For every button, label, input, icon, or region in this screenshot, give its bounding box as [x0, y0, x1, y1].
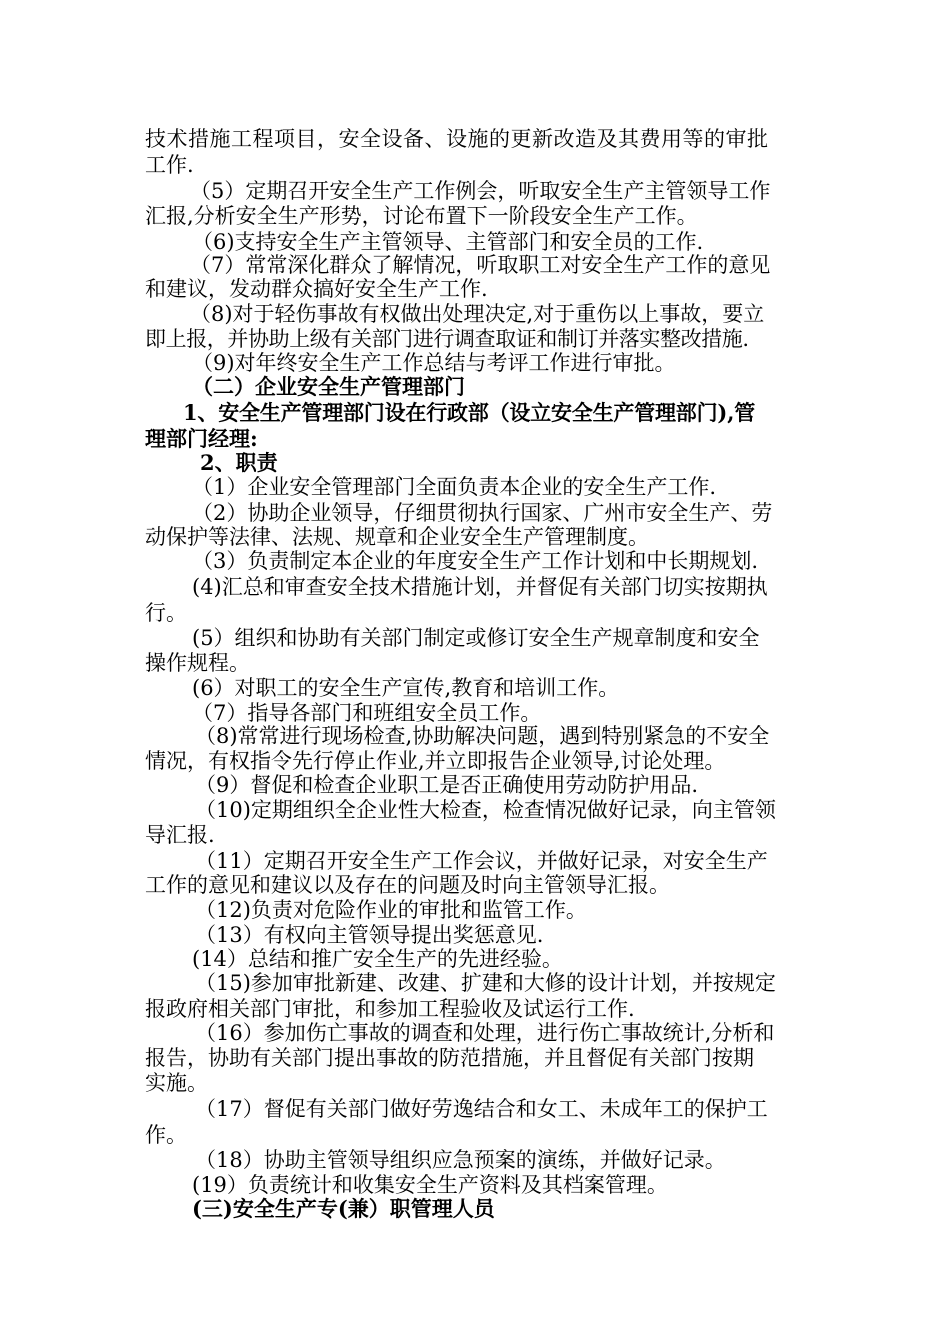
text-line: (14）总结和推广安全生产的先进经验。	[192, 947, 563, 971]
text-line: （3）负责制定本企业的年度安全生产工作计划和中长期规划.	[192, 549, 759, 573]
text-line: （2）协助企业领导，仔细贯彻执行国家、广州市安全生产、劳	[192, 501, 773, 525]
text-line: （12)负责对危险作业的审批和监管工作。	[195, 898, 587, 922]
text-line: (4)汇总和审查安全技术措施计划，并督促有关部门切实按期执	[192, 575, 768, 599]
text-line: （9)对年终安全生产工作总结与考评工作进行审批。	[192, 351, 676, 375]
text-line: 情况，有权指令先行停止作业,并立即报告企业领导,讨论处理。	[145, 749, 726, 773]
text-line: （11）定期召开安全生产工作会议，并做好记录，对安全生产	[195, 849, 768, 873]
text-line: 操作规程。	[145, 651, 250, 675]
text-line: 行。	[145, 601, 187, 625]
text-line: （8)常常进行现场检查,协助解决问题，遇到特别紧急的不安全	[195, 724, 770, 748]
text-line: 工作.	[145, 153, 194, 177]
text-line: 汇报,分析安全生产形势，讨论布置下一阶段安全生产工作。	[145, 204, 698, 228]
text-line: （10)定期组织全企业性大检查，检查情况做好记录，向主管领	[195, 798, 776, 822]
text-line: 报政府相关部门审批，和参加工程验收及试运行工作.	[145, 997, 635, 1021]
text-line: （18）协助主管领导组织应急预案的演练，并做好记录。	[195, 1148, 726, 1172]
text-line: 实施。	[145, 1071, 208, 1095]
text-line: 工作的意见和建议以及存在的问题及时向主管领导汇报。	[145, 873, 670, 897]
text-line: (6）对职工的安全生产宣传,教育和培训工作。	[192, 676, 620, 700]
numbered-heading: 2、职责	[200, 450, 278, 475]
text-line: 报告，协助有关部门提出事故的防范措施，并且督促有关部门按期	[145, 1046, 754, 1070]
text-line: 导汇报.	[145, 823, 215, 847]
text-line: (5）组织和协助有关部门制定或修订安全生产规章制度和安全	[192, 626, 760, 650]
text-line: （8)对于轻伤事故有权做出处理决定,对于重伤以上事故，要立	[190, 302, 765, 326]
text-line: （6)支持安全生产主管领导、主管部门和安全员的工作.	[192, 230, 704, 254]
text-line: （7）指导各部门和班组安全员工作。	[192, 701, 542, 725]
text-line: （1）企业安全管理部门全面负责本企业的安全生产工作.	[192, 475, 717, 499]
text-line: 技术措施工程项目，安全设备、设施的更新改造及其费用等的审批	[145, 127, 769, 151]
text-line: (19）负责统计和收集安全生产资料及其档案管理。	[192, 1173, 668, 1197]
text-line: （5）定期召开安全生产工作例会，听取安全生产主管领导工作	[190, 179, 771, 203]
text-line: （9）督促和检查企业职工是否正确使用劳动防护用品.	[195, 773, 699, 797]
text-line: （13）有权向主管领导提出奖惩意见.	[195, 923, 544, 947]
text-line: （15)参加审批新建、改建、扩建和大修的设计计划，并按规定	[195, 971, 776, 995]
text-line: 即上报，并协助上级有关部门进行调查取证和制订并落实整改措施.	[145, 327, 749, 351]
text-line: （7）常常深化群众了解情况，听取职工对安全生产工作的意见	[190, 253, 771, 277]
numbered-heading: 1、安全生产管理部门设在行政部（设立安全生产管理部门),管	[183, 400, 756, 425]
text-line: （17）督促有关部门做好劳逸结合和女工、未成年工的保护工	[195, 1097, 768, 1121]
text-line: （16）参加伤亡事故的调查和处理，进行伤亡事故统计,分析和	[195, 1021, 775, 1045]
section-heading: (三)安全生产专(兼）职管理人员	[192, 1196, 495, 1221]
section-heading: （二）企业安全生产管理部门	[192, 374, 465, 399]
text-line: 作。	[145, 1123, 187, 1147]
text-line: 和建议，发动群众搞好安全生产工作.	[145, 277, 488, 301]
numbered-heading-cont: 理部门经理:	[145, 426, 258, 451]
text-line: 动保护等法律、法规、规章和企业安全生产管理制度。	[145, 525, 649, 549]
